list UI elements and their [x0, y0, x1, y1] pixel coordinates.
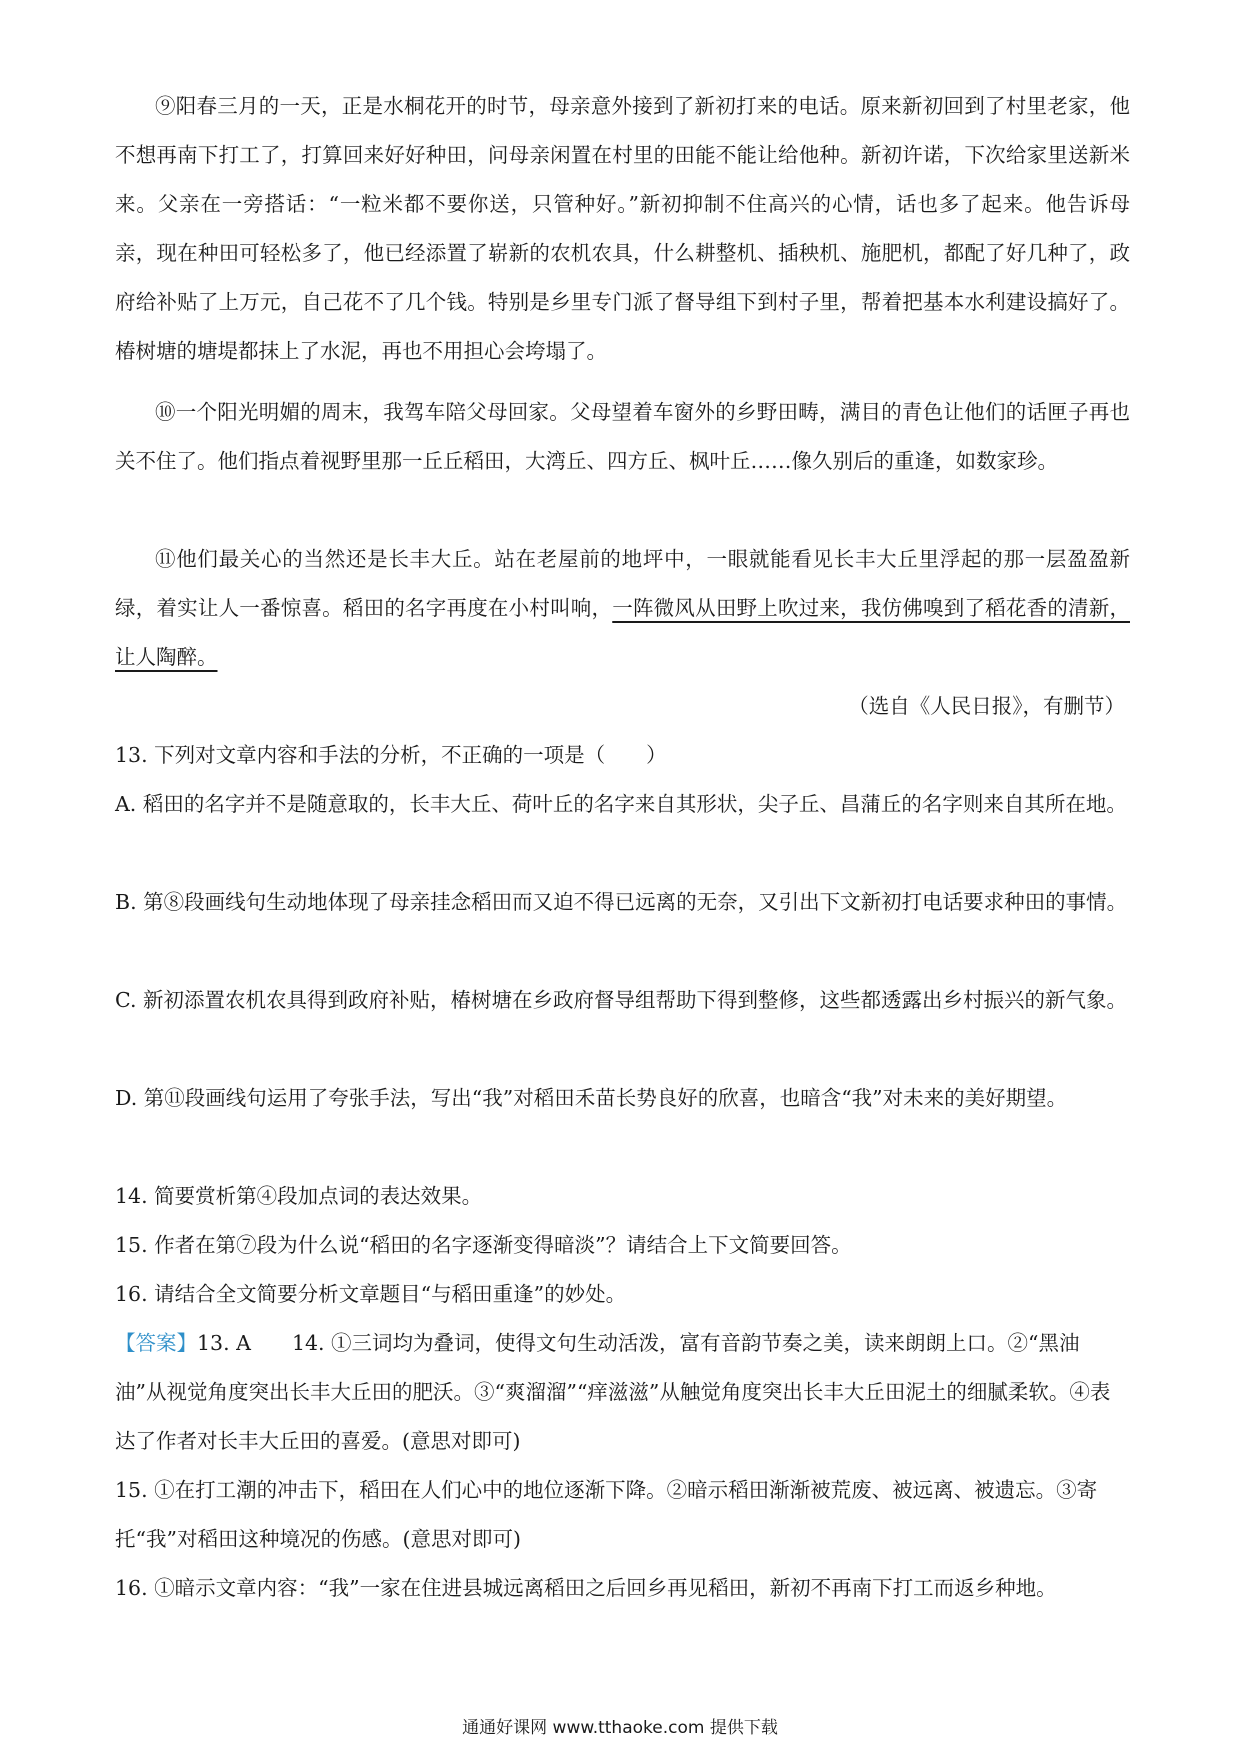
question-13-option-d: D. 第⑪段画线句运用了夸张手法，写出“我”对稻田禾苗长势良好的欣喜，也暗含“我”对未来的美好期望。 — [115, 1086, 1068, 1110]
answer-15: 15. ①在打工潮的冲击下，稻田在人们心中的地位逐渐下降。②暗示稻田渐渐被荒废、被远离、被遗忘。③寄托“我”对稻田这种境况的伤感。(意思对即可) — [115, 1478, 1098, 1551]
paragraph-11 — [115, 535, 1130, 682]
question-13-option-c: C. 新初添置农机农具得到政府补贴，椿树塘在乡政府督导组帮助下得到整修，这些都透露出乡村振兴的新气象。 — [115, 988, 1127, 1012]
paragraph-10: ⑩一个阳光明媚的周末，我驾车陪父母回家。父母望着车窗外的乡野田畴，满目的青色让他们的话匣子再也关不住了。他们指点着视野里那一丘丘稻田，大湾丘、四方丘、枫叶丘……像久别后的重逢，如数家珍。 — [115, 400, 1130, 473]
answer-13-14 — [115, 1319, 1130, 1466]
question-15: 15. 作者在第⑦段为什么说“稻田的名字逐渐变得暗淡”？请结合上下文简要回答。 — [115, 1233, 852, 1257]
footer-watermark: 通通好课网 www.tthaoke.com 提供下载 — [462, 1718, 778, 1738]
question-13-option-b: B. 第⑧段画线句生动地体现了母亲挂念稻田而又迫不得已远离的无奈，又引出下文新初打电话要求种田的事情。 — [115, 890, 1128, 914]
question-14: 14. 简要赏析第④段加点词的表达效果。 — [115, 1184, 483, 1208]
answer-tag: 【答案】 — [115, 1331, 197, 1355]
answer-14: 14. ①三词均为叠词，使得文句生动活泼，富有音韵节奏之美，读来朗朗上口。②“黑油油”从视觉角度突出长丰大丘田的肥沃。③“爽溜溜”“痒滋滋”从触觉角度突出长丰大丘田泥土的细腻柔软。④表达了作者对长丰大丘田的喜爱。(意思对即可) — [115, 1331, 1111, 1453]
question-13-option-a: A. 稻田的名字并不是随意取的，长丰大丘、荷叶丘的名字来自其形状，尖子丘、昌蒲丘的名字则来自其所在地。 — [115, 792, 1127, 816]
answer-16: 16. ①暗示文章内容：“我”一家在住进县城远离稻田之后回乡再见稻田，新初不再南下打工而返乡种地。 — [115, 1576, 1057, 1600]
paragraph-9: ⑨阳春三月的一天，正是水桐花开的时节，母亲意外接到了新初打来的电话。原来新初回到了村里老家，他不想再南下打工了，打算回来好好种田，问母亲闲置在村里的田能不能让给他种。新初许诺，下次给家里送新米来。父亲在一旁搭话：“一粒米都不要你送，只管种好。”新初抑制不住高兴的心情，话也多了起来。他告诉母亲，现在种田可轻松多了，他已经添置了崭新的农机农具，什么耕整机、插秧机、施肥机，都配了好几种了，政府给补贴了上万元，自己花不了几个钱。特别是乡里专门派了督导组下到村子里，帮着把基本水利建设搞好了。椿树塘的塘堤都抹上了水泥，再也不用担心会垮塌了。 — [115, 94, 1130, 363]
paragraph-11-text: ⑪他们最关心的当然还是长丰大丘。站在老屋前的地坪中，一眼就能看见长丰大丘里浮起的那一层盈盈新绿，着实让人一番惊喜。稻田的名字再度在小村叫响， — [115, 547, 1130, 620]
question-13: 13. 下列对文章内容和手法的分析，不正确的一项是（ ） — [115, 743, 667, 767]
paragraph-11-underlined-sentence: 一阵微风从田野上吹过来，我仿佛嗅到了稻花香的清新，让人陶醉。 — [115, 596, 1130, 669]
question-16: 16. 请结合全文简要分析文章题目“与稻田重逢”的妙处。 — [115, 1282, 627, 1306]
source-citation: （选自《人民日报》，有删节） — [848, 694, 1125, 718]
answer-13: 13. A — [197, 1331, 292, 1355]
